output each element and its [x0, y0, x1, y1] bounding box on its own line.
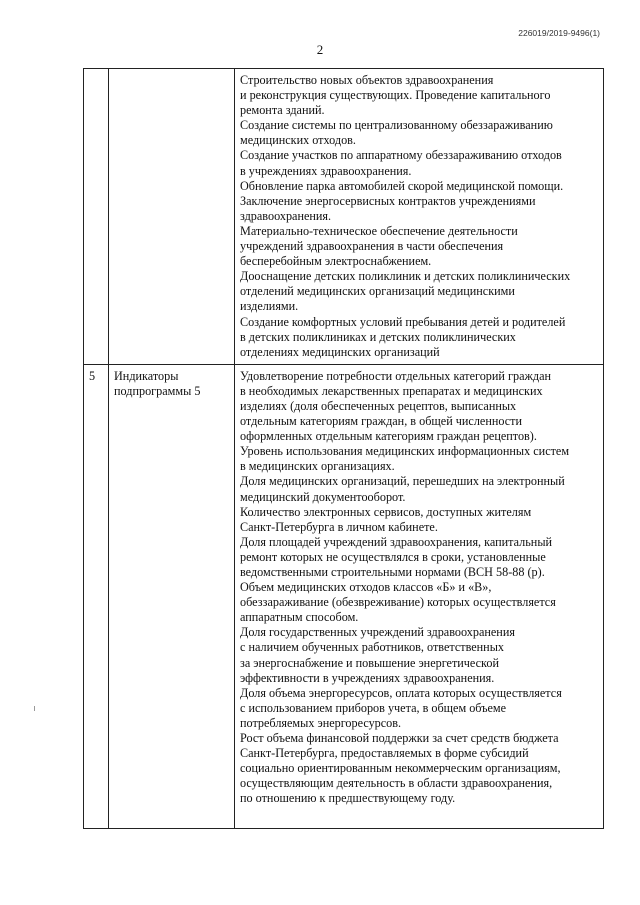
- text-line: Доля объема энергоресурсов, оплата которых осуществляется: [240, 685, 562, 700]
- row-label-cell: [109, 69, 235, 365]
- subprogram-table: [83, 68, 604, 829]
- text-line: изделиями.: [240, 299, 299, 314]
- text-line: по отношению к предшествующему году.: [240, 791, 456, 806]
- text-line: осуществляющим деятельность в области здравоохранения,: [240, 776, 553, 791]
- text-line: Санкт-Петербурга в личном кабинете.: [240, 519, 438, 534]
- text-line: Уровень использования медицинских информационных систем: [240, 444, 570, 459]
- row-content-cell: [235, 364, 604, 828]
- text-line: аппаратным способом.: [240, 610, 359, 625]
- document-number: 226019/2019-9496(1): [518, 28, 600, 38]
- page-number: 2: [316, 42, 324, 57]
- table-row: [84, 69, 604, 365]
- text-line: обеззараживание (обезвреживание) которых осуществляется: [240, 595, 556, 610]
- text-line: медицинский документооборот.: [240, 489, 406, 504]
- text-line: Доля площадей учреждений здравоохранения, капитальный: [240, 534, 553, 549]
- text-line: в необходимых лекарственных препаратах и медицинских: [240, 383, 543, 398]
- row-label-cell: [109, 364, 235, 828]
- row-number-cell: [84, 364, 109, 828]
- row-number-cell: [84, 69, 109, 365]
- text-line: Создание комфортных условий пребывания детей и родителей: [240, 314, 566, 329]
- text-line: бесперебойным электроснабжением.: [240, 254, 432, 269]
- text-line: Индикаторы: [114, 368, 179, 383]
- text-line: Заключение энергосервисных контрактов учреждениями: [240, 193, 536, 208]
- text-line: изделиях (доля обеспеченных рецептов, выписанных: [240, 398, 517, 413]
- text-line: Дооснащение детских поликлиник и детских поликлинических: [240, 269, 571, 284]
- text-line: и реконструкция существующих. Проведение капитального: [240, 88, 551, 103]
- text-line: за энергоснабжение и повышение энергетической: [240, 655, 499, 670]
- text-line: с использованием приборов учета, в общем объеме: [240, 700, 507, 715]
- text-line: Обновление парка автомобилей скорой медицинской помощи.: [240, 178, 564, 193]
- text-line: с наличием обученных работников, ответственных: [240, 640, 504, 655]
- text-line: в учреждениях здравоохранения.: [240, 163, 412, 178]
- text-line: Создание участков по аппаратному обеззараживанию отходов: [240, 148, 562, 163]
- text-line: Доля медицинских организаций, перешедших на электронный: [240, 474, 565, 489]
- text-line: отделениях медицинских организаций: [240, 344, 440, 359]
- text-line: ремонта зданий.: [240, 103, 325, 118]
- text-line: в медицинских организациях.: [240, 459, 395, 474]
- text-line: ведомственными строительными нормами (ВСН 58-88 (р).: [240, 565, 545, 579]
- text-line: отделений медицинских организаций медицинскими: [240, 284, 515, 299]
- text-line: подпрограммы 5: [114, 383, 201, 398]
- text-line: потребляемых энергоресурсов.: [240, 715, 402, 730]
- text-line: в детских поликлиниках и детских поликлинических: [240, 329, 516, 344]
- text-line: здравоохранения.: [240, 208, 332, 223]
- text-line: отдельным категориям граждан, в общей численности: [240, 414, 523, 429]
- text-line: Рост объема финансовой поддержки за счет средств бюджета: [240, 731, 559, 746]
- text-line: ремонт которых не осуществлялся в сроки, установленные: [240, 549, 546, 564]
- text-line: оформленных отдельным категориям граждан рецептов).: [240, 429, 537, 444]
- text-line: Удовлетворение потребности отдельных категорий граждан: [240, 368, 552, 383]
- text-line: Материально-техническое обеспечение деятельности: [240, 223, 518, 238]
- text-line: Доля государственных учреждений здравоохранения: [240, 625, 515, 640]
- text-line: социально ориентированным некоммерческим организациям,: [240, 761, 561, 776]
- scan-speck: [34, 706, 35, 711]
- text-line: Создание системы по централизованному обеззараживанию: [240, 118, 553, 133]
- text-line: Санкт-Петербурга, предоставляемых в форме субсидий: [240, 746, 529, 761]
- row-content-cell: [235, 69, 604, 365]
- text-line: Количество электронных сервисов, доступных жителям: [240, 504, 532, 519]
- text-line: Строительство новых объектов здравоохранения: [240, 73, 494, 87]
- text-line: Объем медицинских отходов классов «Б» и «В»,: [240, 580, 492, 595]
- row-number: 5: [89, 368, 96, 383]
- table-row: [84, 364, 604, 828]
- text-line: учреждений здравоохранения в части обеспечения: [240, 239, 504, 254]
- text-line: медицинских отходов.: [240, 133, 356, 148]
- text-line: эффективности в учреждениях здравоохранения.: [240, 670, 495, 685]
